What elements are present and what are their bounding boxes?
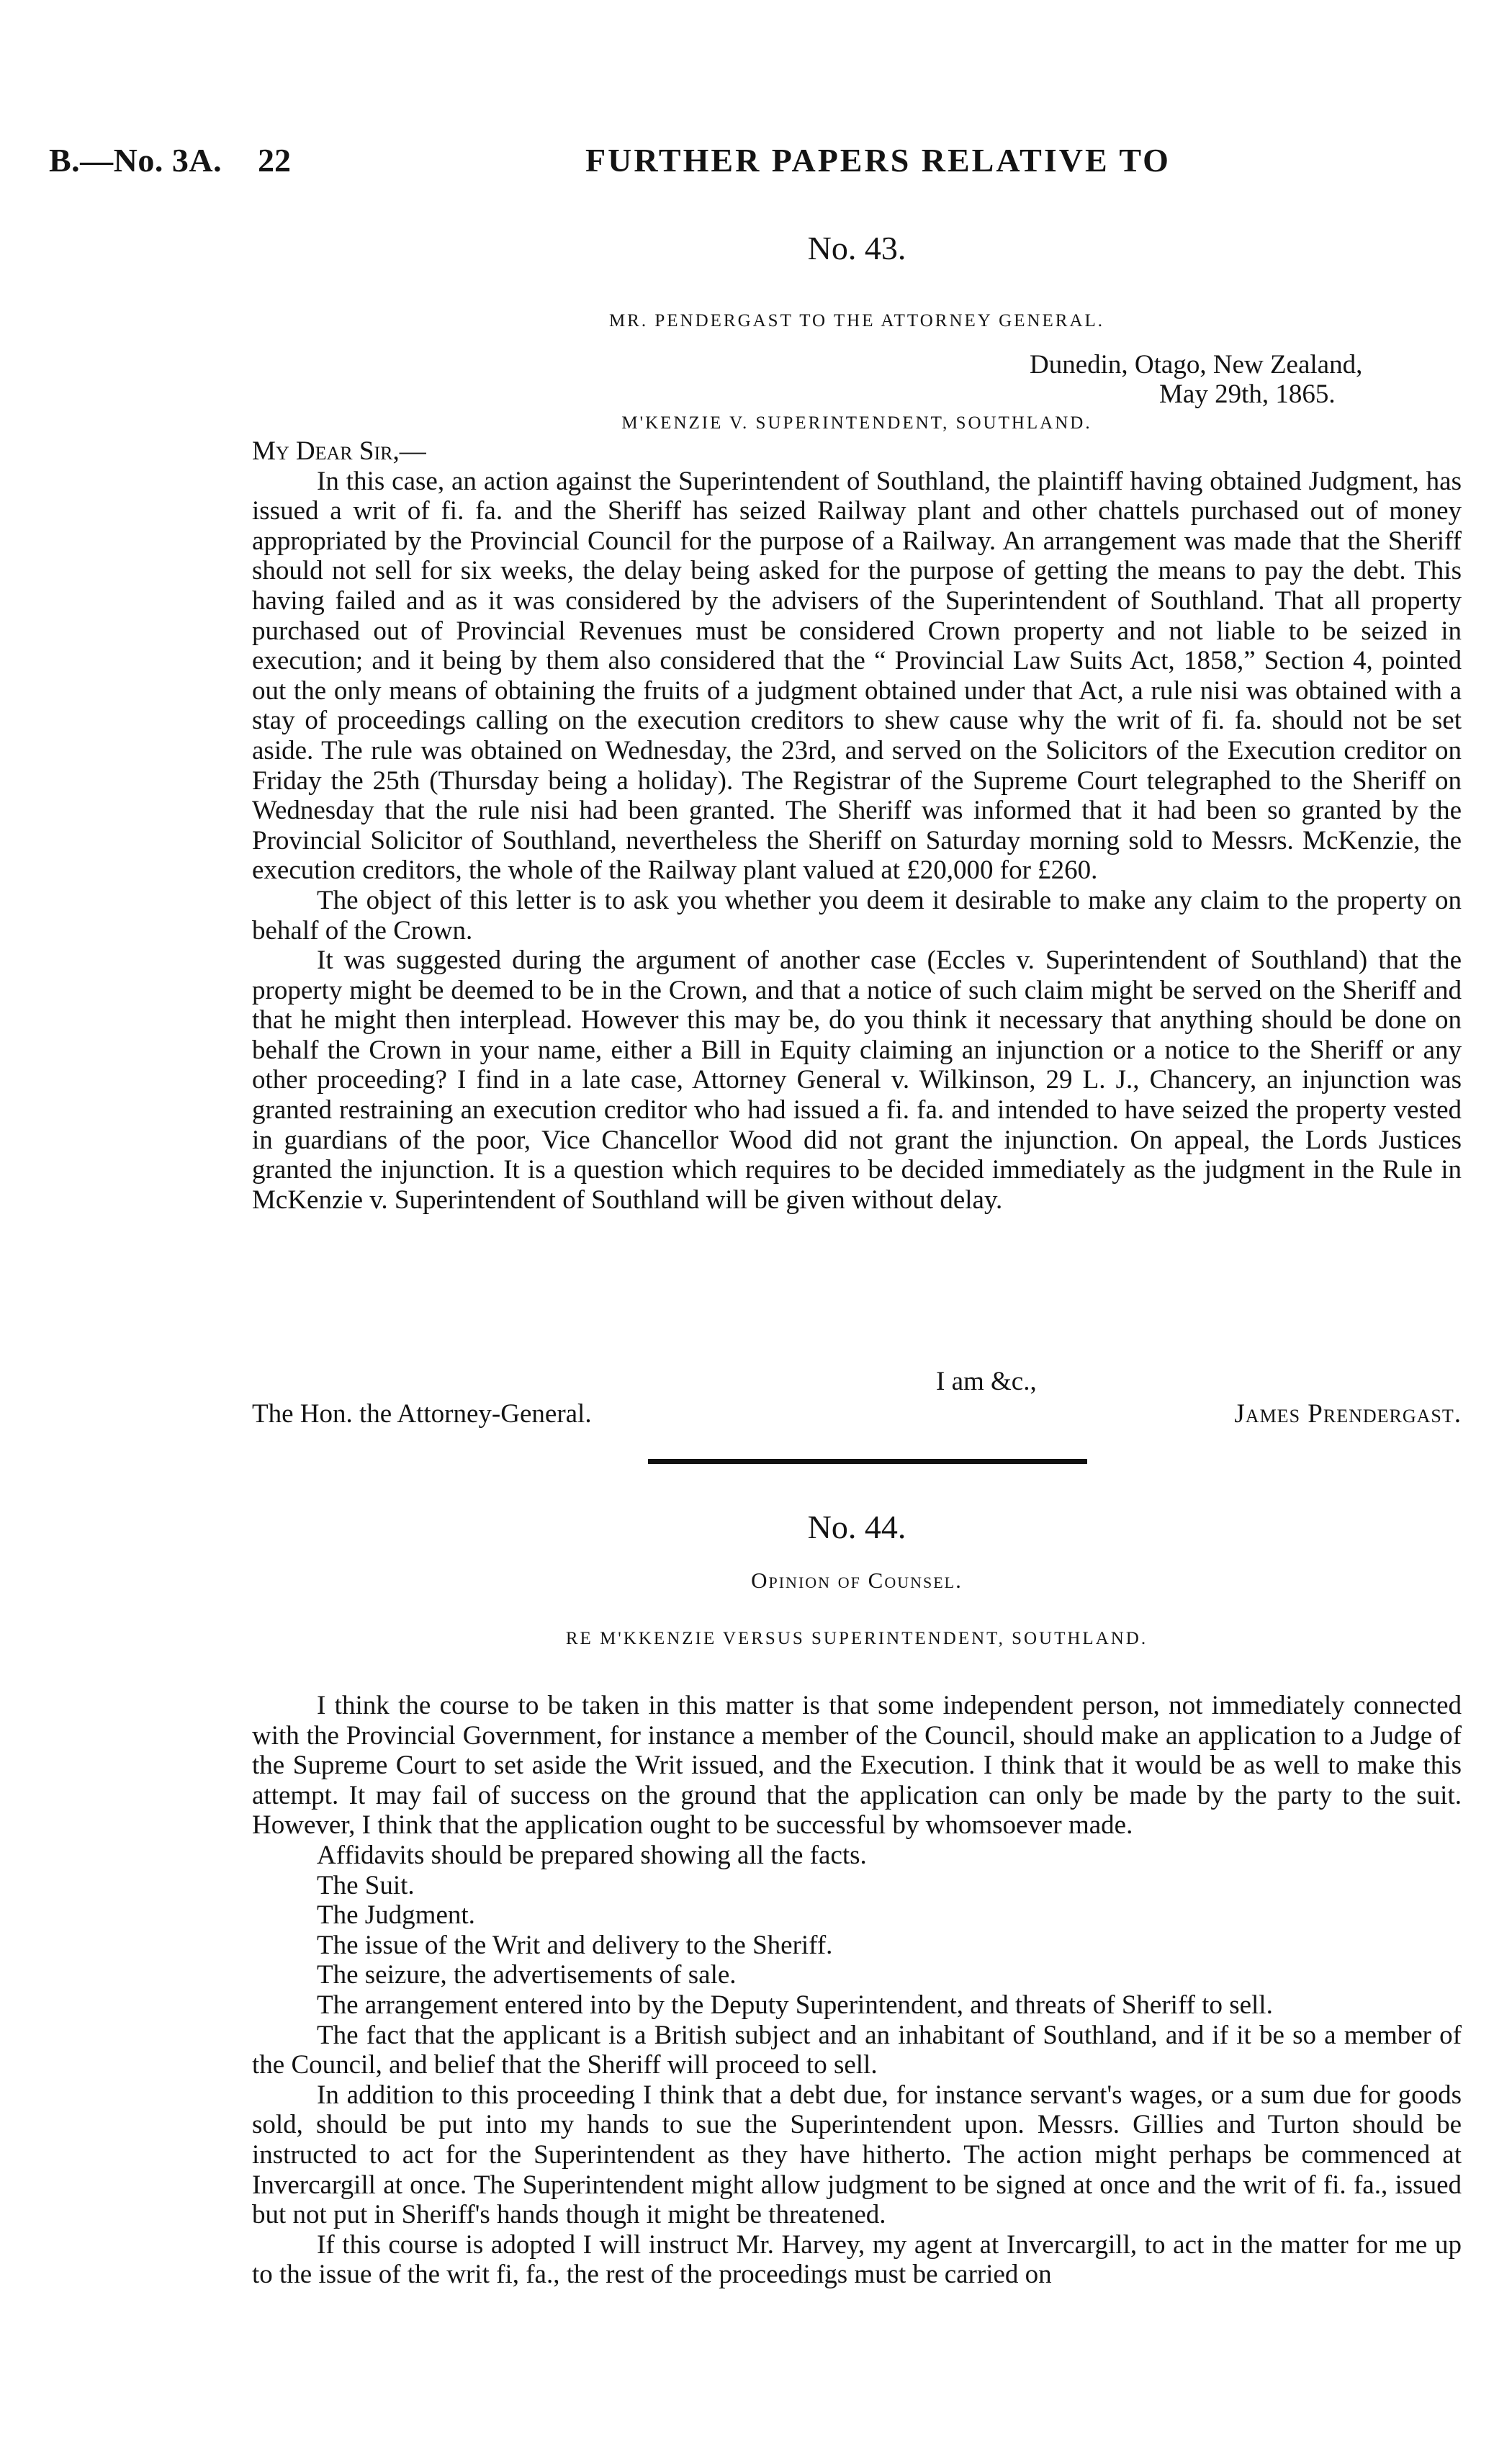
doc43-paragraph: It was suggested during the argument of another case (Eccles v. Superintendent of Southland) that the property might be deemed to be in the Crown, and that a notice of such claim might be served on the Sheriff and that he might then interplead. However this may be, do you think it necessary that anything should be done on behalf the Crown in your name, either a Bill in Equity claiming an injunction or a notice to the Sheriff or any other proceeding? I find in a late case, Attorney General v. Wilkinson, 29 L. J., Chancery, an injunction was granted restraining an execution creditor who had issued a fi. fa. and intended to have seized the property vested in guardians of the poor, Vice Chancellor Wood did not grant the injunction. On appeal, the Lords Justices granted the injunction. It is a question which requires to be decided immediately as the judgment in the Rule in McKenzie v. Superintendent of Southland will be given without delay. [252, 945, 1462, 1215]
doc43-paragraph: The object of this letter is to ask you whether you deem it desirable to make any claim to the property on behalf of the Crown. [252, 885, 1462, 945]
doc44-heading: Opinion of Counsel. [751, 1568, 963, 1593]
doc44-case-title: RE M'KKENZIE VERSUS SUPERINTENDENT, SOUTHLAND. [565, 1629, 1148, 1648]
addressee: The Hon. the Attorney-General. [252, 1399, 592, 1429]
doc43-paragraph: In this case, an action against the Superintendent of Southland, the plaintiff having obtained Judgment, has issued a writ of fi. fa. and the Sheriff has seized Railway plant and other chattels purchased out of money appropriated by the Provincial Council for the purpose of a Railway. An arrangement was made that the Sheriff should not sell for six weeks, the delay being asked for the purpose of getting the means to pay the debt. This having failed and as it was considered by the advisers of the Superintendent of Southland. That all property purchased out of Provincial Revenues must be considered Crown property and not liable to be seized in execution; and it being by them also considered that the “ Provincial Law Suits Act, 1858,” Section 4, pointed out the only means of obtaining the fruits of a judgment obtained under that Act, a rule nisi was obtained with a stay of proceedings calling on the execution creditors to shew cause why the writ of fi. fa. should not be set aside. The rule was obtained on Wednesday, the 23rd, and served on the Solicitors of the Execution creditor on Friday the 25th (Thursday being a holiday). The Registrar of the Supreme Court telegraphed to the Sheriff on Wednesday that the rule nisi had been granted. The Sheriff was informed that it had been so granted by the Provincial Solicitor of Southland, nevertheless the Sheriff on Saturday morning sold to Messrs. McKenzie, the execution creditors, the whole of the Railway plant valued at £20,000 for £260. [252, 466, 1462, 886]
doc44-opinion-body [252, 1691, 1462, 2290]
doc43-dateline [1030, 350, 1462, 409]
running-title: FURTHER PAPERS RELATIVE TO [585, 142, 1171, 179]
signature: James Prendergast. [1234, 1399, 1462, 1429]
doc43-case-title: M'KENZIE V. SUPERINTENDENT, SOUTHLAND. [621, 413, 1092, 433]
page-number: 22 [258, 142, 291, 179]
series-number: B.—No. 3A. [49, 142, 222, 179]
doc44-paragraph: I think the course to be taken in this matter is that some independent person, not immediately connected with the Provincial Government, for instance a member of the Council, should make an application to a Judge of the Supreme Court to set aside the Writ issued, and the Execution. I think that it would be as well to make this attempt. It may fail of success on the ground that the application can only be made by the party to the suit. However, I think that the application ought to be successful by whomsoever made. [252, 1691, 1462, 1841]
doc44-list-item: The arrangement entered into by the Deputy Superintendent, and threats of Sheriff to sell. [317, 1990, 1273, 2020]
running-head [49, 141, 1460, 192]
doc44-paragraph: If this course is adopted I will instruct Mr. Harvey, my agent at Invercargill, to act in the matter for me up to the issue of the writ fi, fa., the rest of the proceedings must be carried on [252, 2229, 1462, 2290]
doc44-number: No. 44. [807, 1509, 906, 1545]
doc43-heading: MR. PENDERGAST TO THE ATTORNEY GENERAL. [608, 311, 1105, 331]
doc44-list-item: The seizure, the advertisements of sale. [317, 1960, 737, 1990]
doc43-letter-body [252, 436, 1462, 1215]
doc44-list-item: Affidavits should be prepared showing all the facts. [317, 1840, 867, 1870]
doc44-list-item: The issue of the Writ and delivery to the Sheriff. [317, 1930, 833, 1960]
doc44-list-item: The Judgment. [317, 1900, 475, 1931]
doc44-paragraph: In addition to this proceeding I think that a debt due, for instance servant's wages, or a sum due for goods sold, should be put into my hands to sue the Superintendent upon. Messrs. Gillies and Turton should be instructed to act for the Superintendent as they have hitherto. The action might perhaps be commenced at Invercargill at once. The Superintendent might allow judgment to be signed at once and the writ of fi. fa., issued but not put in Sheriff's hands though it might be threatened. [252, 2080, 1462, 2230]
salutation: My Dear Sir,— [252, 436, 426, 466]
dateline-place: Dunedin, Otago, New Zealand, [1030, 350, 1363, 379]
doc43-number: No. 43. [807, 230, 906, 266]
section-divider [648, 1459, 1087, 1464]
closing-phrase: I am &c., [936, 1367, 1037, 1396]
doc44-paragraph: The fact that the applicant is a British subject and an inhabitant of Southland, and if it be so a member of the Council, and belief that the Sheriff will proceed to sell. [252, 2020, 1462, 2080]
doc44-list-item: The Suit. [317, 1870, 415, 1900]
dateline-date: May 29th, 1865. [1159, 379, 1336, 409]
